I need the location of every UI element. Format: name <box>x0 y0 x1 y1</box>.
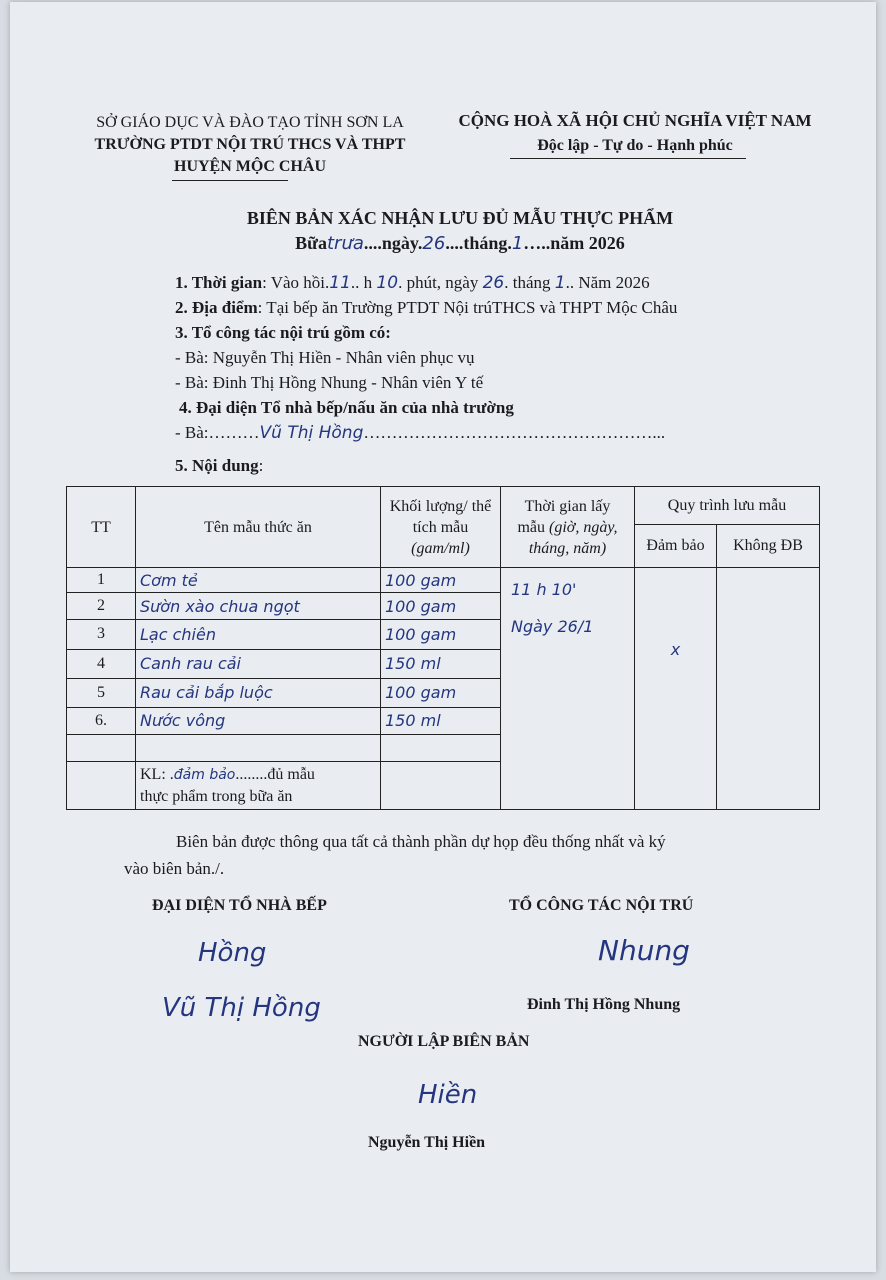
title-sep-2: ....tháng. <box>445 233 512 253</box>
title-sep-1: ....ngày. <box>363 233 423 253</box>
header-right-line2: Độc lập - Tự do - Hạnh phúc <box>537 137 733 154</box>
row-food-name: Lạc chiên <box>136 620 381 649</box>
sample-time-line1: 11 h 10' <box>511 580 577 600</box>
row-weight: 100 gam <box>381 678 501 707</box>
closing-line-2: vào biên bản./. <box>124 859 225 878</box>
kitchen-signer-name: Vũ Thị Hồng <box>162 993 321 1023</box>
col-header-weight-line2: tích mẫu <box>412 518 469 536</box>
col-header-name: Tên mẫu thức ăn <box>136 487 381 568</box>
row-tt-conclusion <box>67 762 136 810</box>
header-right-line1: CỘNG HOÀ XÃ HỘI CHỦ NGHĨA VIỆT NAM <box>458 111 812 130</box>
section-content-colon: : <box>258 456 264 475</box>
table-row <box>67 568 820 593</box>
header-left <box>70 112 430 178</box>
row-tt: 5 <box>67 678 136 707</box>
document-title <box>110 208 810 229</box>
col-header-time-line1: Thời gian lấy <box>524 497 611 515</box>
section-kitchen-suffix: ……………………………………………... <box>363 423 666 442</box>
section-kitchen-label: 4. Đại diện Tổ nhà bếp/nấu ăn của nhà trường <box>179 398 514 417</box>
boarding-signer-name: Đinh Thị Hồng Nhung <box>527 996 681 1013</box>
conclusion-value: đảm bảo <box>173 767 236 783</box>
closing-line-1: Biên bản được thông qua tất cả thành phần dự họp đều thống nhất và ký <box>176 832 666 851</box>
row-tt: 4 <box>67 649 136 678</box>
row-food-name: Nước vông <box>136 707 381 734</box>
title-meal-prefix: Bữa <box>295 233 327 253</box>
header-left-line3: HUYỆN MỘC CHÂU <box>174 158 326 175</box>
col-header-tt: TT <box>67 487 136 568</box>
section-kitchen-prefix: - Bà:……… <box>175 423 260 442</box>
section-content-label: 5. Nội dung <box>175 456 259 475</box>
col-header-process: Quy trình lưu mẫu <box>635 487 820 525</box>
conclusion-line2: thực phẩm trong bữa ăn <box>140 788 293 805</box>
section-time-text2: .. h <box>350 273 377 292</box>
section-time <box>175 273 650 293</box>
row-weight-conclusion <box>381 762 501 810</box>
header-right <box>450 108 820 158</box>
boarding-sign-title: TỔ CÔNG TÁC NỘI TRÚ <box>509 897 694 914</box>
writer-sign-title: NGƯỜI LẬP BIÊN BẢN <box>358 1033 530 1050</box>
col-header-weight-unit: (gam/ml) <box>411 539 470 557</box>
header-left-line1: SỞ GIÁO DỤC VÀ ĐÀO TẠO TỈNH SƠN LA <box>96 114 404 131</box>
sample-time-cell <box>501 568 635 810</box>
boarding-signature: Nhung <box>598 934 690 967</box>
col-header-not-ok: Không ĐB <box>717 524 820 568</box>
row-food-name: Rau cải bắp luộc <box>136 678 381 707</box>
writer-signer-name: Nguyễn Thị Hiền <box>368 1134 486 1151</box>
section-team-member-2: - Bà: Đinh Thị Hồng Nhung - Nhân viên Y tế <box>175 373 484 392</box>
section-time-text5: .. Năm 2026 <box>565 273 650 292</box>
row-food-name: Canh rau cải <box>136 649 381 678</box>
section-time-label: 1. Thời gian <box>175 273 263 292</box>
section-team-label: 3. Tổ công tác nội trú gồm có: <box>175 323 391 342</box>
section-time-minute: 10 <box>376 273 399 293</box>
row-weight: 100 gam <box>381 568 501 593</box>
row-tt: 2 <box>67 593 136 620</box>
section-kitchen-rep <box>175 423 665 443</box>
conclusion-prefix: KL: . <box>140 766 174 783</box>
header-right-underline <box>510 158 746 159</box>
col-header-weight <box>381 487 501 568</box>
food-sample-table <box>66 486 820 810</box>
ok-mark: x <box>670 640 681 660</box>
title-month-value: 1 <box>511 233 524 254</box>
section-time-text1: : Vào hồi. <box>262 273 330 292</box>
header-left-underline <box>172 180 288 181</box>
col-header-time <box>501 487 635 568</box>
section-location-label: 2. Địa điểm <box>175 298 258 317</box>
row-tt: 3 <box>67 620 136 649</box>
conclusion-suffix: ........đủ mẫu <box>235 766 315 783</box>
row-weight-empty <box>381 734 501 761</box>
section-time-text3: . phút, ngày <box>398 273 483 292</box>
section-time-day: 26 <box>482 273 505 293</box>
section-time-text4: . tháng <box>504 273 555 292</box>
row-weight: 100 gam <box>381 593 501 620</box>
col-header-weight-line1: Khối lượng/ thể <box>389 497 492 515</box>
title-main: BIÊN BẢN XÁC NHẬN LƯU ĐỦ MẪU THỰC PHẨM <box>246 208 674 228</box>
row-weight: 150 ml <box>381 649 501 678</box>
col-header-time-line2: mẫu <box>517 518 549 536</box>
header-left-line2: TRƯỜNG PTDT NỘI TRÚ THCS VÀ THPT <box>94 136 406 153</box>
row-weight: 150 ml <box>381 707 501 734</box>
row-food-name: Sườn xào chua ngọt <box>136 593 381 620</box>
section-kitchen-name: Vũ Thị Hồng <box>259 423 364 443</box>
row-tt: 6. <box>67 707 136 734</box>
col-header-time-line2-italic: (giờ, ngày, <box>549 518 618 536</box>
row-weight: 100 gam <box>381 620 501 649</box>
row-tt: 1 <box>67 568 136 593</box>
row-food-name: Cơm tẻ <box>136 568 381 593</box>
section-team-member-1: - Bà: Nguyễn Thị Hiền - Nhân viên phục vụ <box>175 348 475 367</box>
section-content <box>175 456 263 476</box>
conclusion-cell <box>136 762 381 810</box>
section-time-hour: 11 <box>329 273 351 293</box>
title-day-value: 26 <box>422 233 446 254</box>
writer-signature: Hiền <box>418 1080 478 1110</box>
row-food-name-empty <box>136 734 381 761</box>
sample-time-line2: Ngày 26/1 <box>511 617 594 637</box>
title-meal-line <box>110 233 810 254</box>
col-header-time-line3: tháng, năm) <box>528 539 607 557</box>
col-header-ok: Đảm bảo <box>635 524 717 568</box>
section-time-month: 1 <box>554 273 566 293</box>
ok-mark-cell <box>635 568 717 810</box>
kitchen-signature: Hồng <box>198 938 267 968</box>
row-tt-empty <box>67 734 136 761</box>
section-location-text: : Tại bếp ăn Trường PTDT Nội trúTHCS và THPT Mộc Châu <box>257 298 678 317</box>
not-ok-cell <box>717 568 820 810</box>
kitchen-sign-title: ĐẠI DIỆN TỔ NHÀ BẾP <box>152 897 327 914</box>
title-meal-value: trưa <box>326 233 364 254</box>
title-year: …..năm 2026 <box>523 233 625 253</box>
section-location <box>175 298 677 318</box>
